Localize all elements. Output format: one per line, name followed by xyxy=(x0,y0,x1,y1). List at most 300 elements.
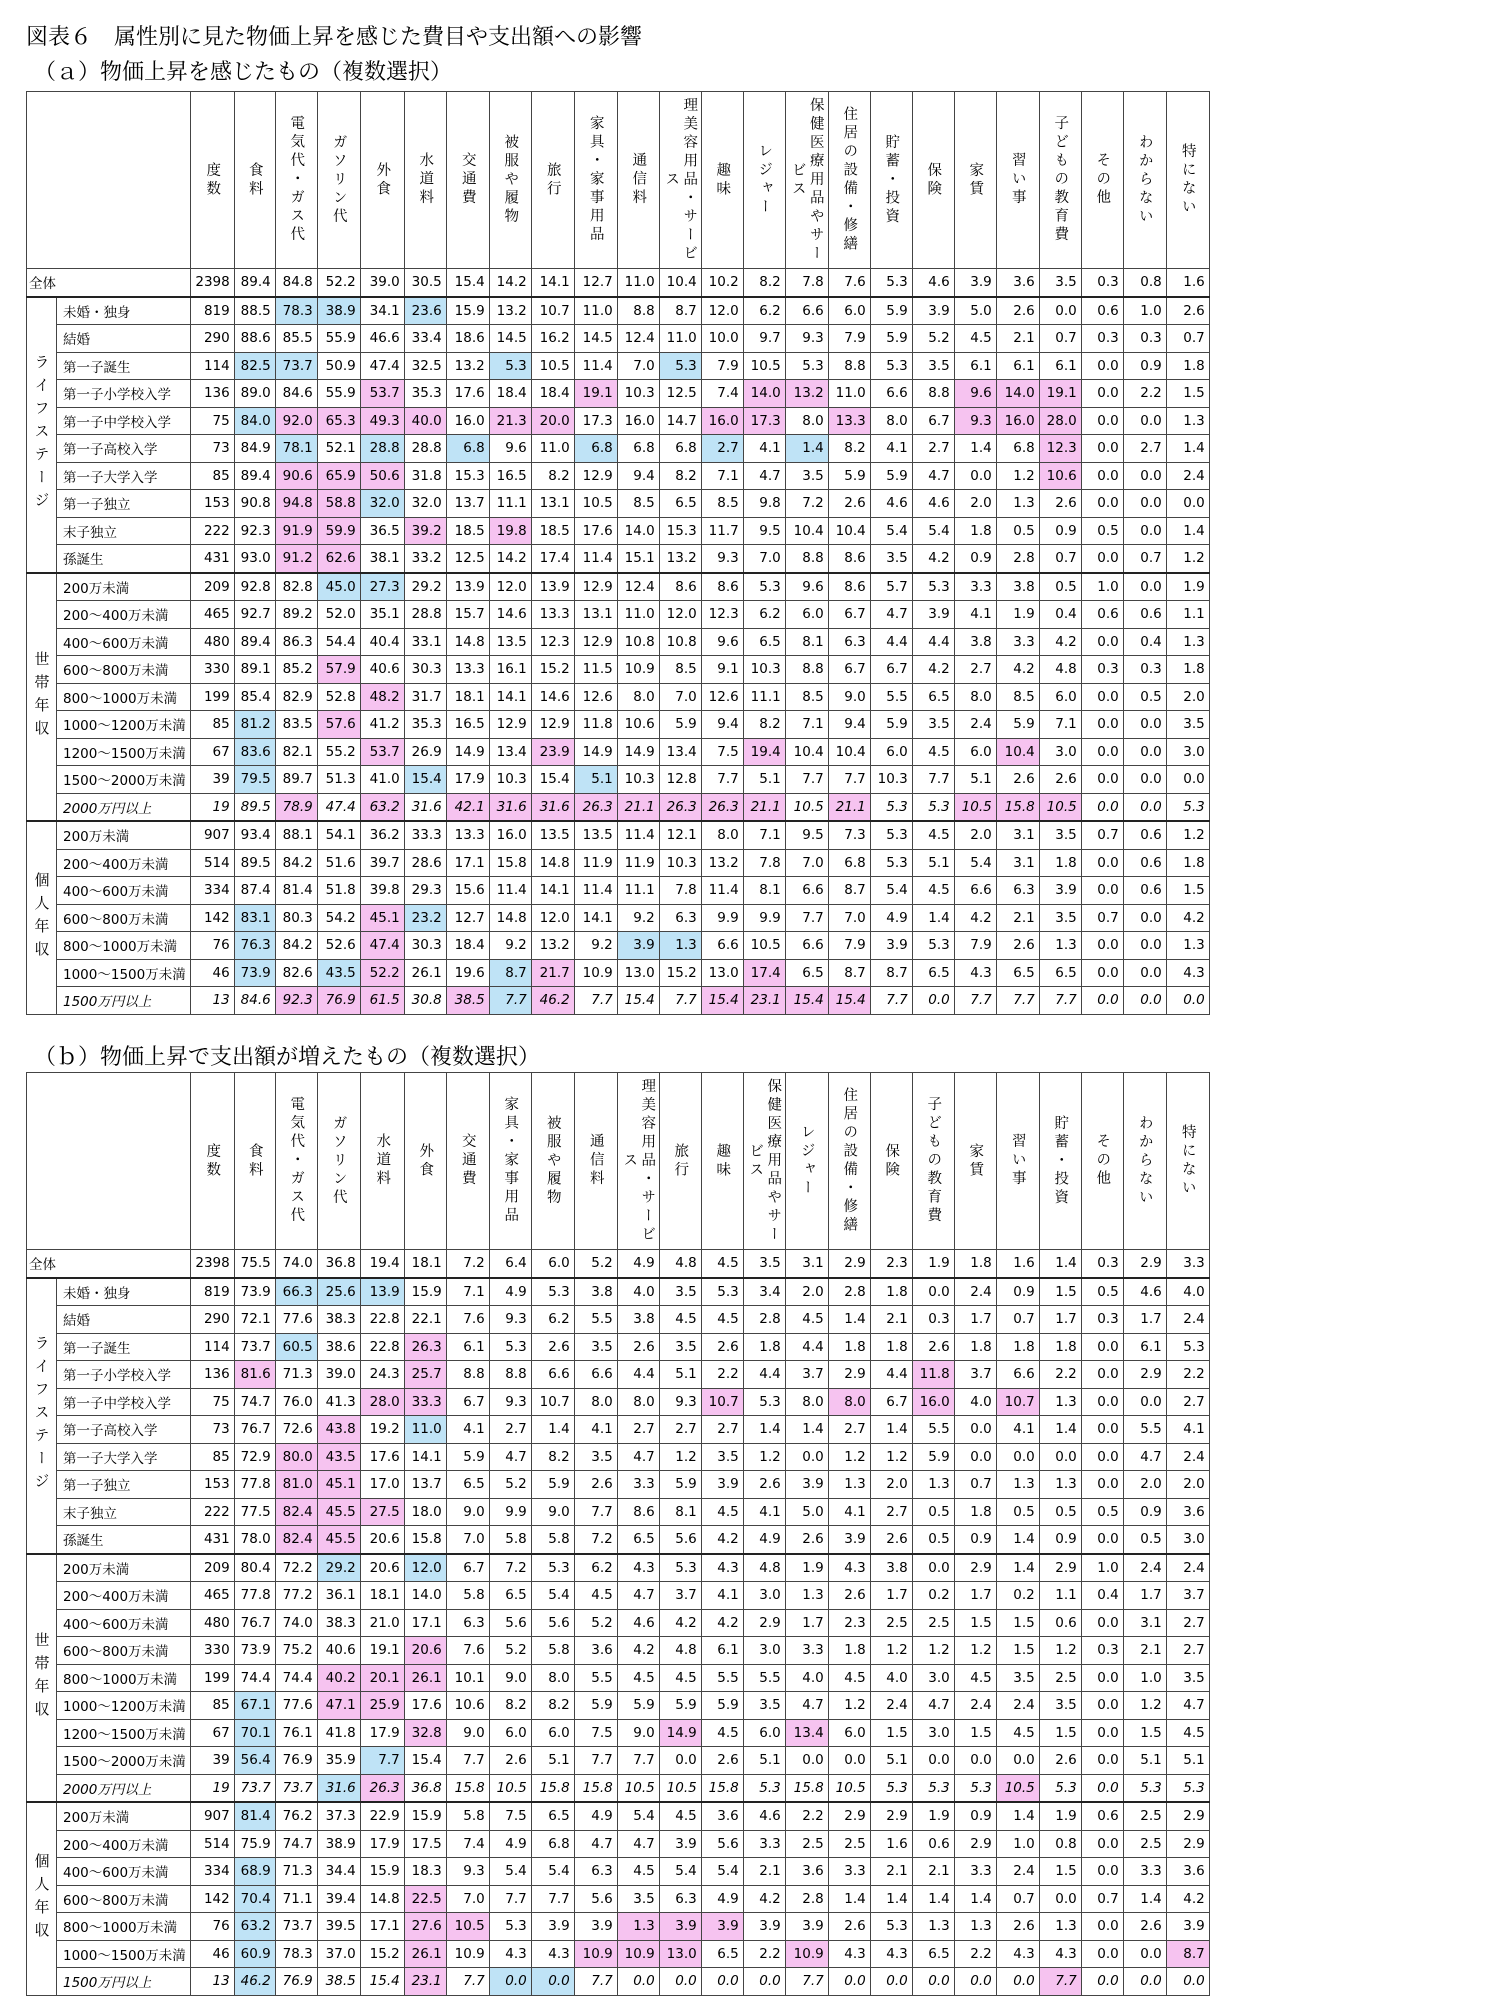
table-cell: 8.2 xyxy=(828,435,870,463)
table-cell: 25.6 xyxy=(317,1278,360,1306)
table-cell: 2.0 xyxy=(1166,1471,1209,1499)
table-cell: 28.0 xyxy=(360,1388,404,1416)
table-cell: 4.3 xyxy=(828,1554,870,1582)
table-cell: 0.5 xyxy=(912,1526,954,1554)
table-cell: 6.6 xyxy=(954,877,996,905)
table-cell: 1.7 xyxy=(954,1306,996,1334)
table-cell: 4.1 xyxy=(574,1416,617,1444)
table-cell: 36.5 xyxy=(360,517,404,545)
column-header-label: 保健医療用品やサービス xyxy=(789,96,824,264)
table-row xyxy=(27,628,1210,656)
table-cell: 29.2 xyxy=(404,573,446,601)
table-cell: 6.2 xyxy=(531,1306,574,1334)
table-cell: 9.3 xyxy=(489,1388,531,1416)
table-cell: 6.3 xyxy=(446,1609,489,1637)
table-cell: 7.1 xyxy=(446,1278,489,1306)
table-row xyxy=(27,325,1210,353)
table-cell: 59.9 xyxy=(317,517,360,545)
table-cell: 31.7 xyxy=(404,683,446,711)
table-cell: 2.0 xyxy=(1123,1471,1166,1499)
table-cell: 3.3 xyxy=(996,628,1039,656)
table-cell: 4.5 xyxy=(659,1802,701,1830)
table-cell: 6.2 xyxy=(743,601,785,629)
table-cell: 3.5 xyxy=(1166,711,1209,739)
table-cell: 2.9 xyxy=(828,1802,870,1830)
table-cell: 10.8 xyxy=(659,628,701,656)
table-cell: 11.1 xyxy=(743,683,785,711)
table-cell: 2.6 xyxy=(531,1333,574,1361)
table-cell: 1.7 xyxy=(1123,1582,1166,1610)
table-cell: 12.0 xyxy=(489,573,531,601)
table-cell: 2.7 xyxy=(617,1416,659,1444)
table-cell: 31.6 xyxy=(489,793,531,821)
table-cell: 5.3 xyxy=(659,1554,701,1582)
table-cell: 89.7 xyxy=(275,766,317,794)
table-cell: 20.6 xyxy=(404,1637,446,1665)
row-label: 600～800万未満 xyxy=(57,1885,191,1913)
table-cell: 16.5 xyxy=(489,462,531,490)
row-label: 800～1000万未満 xyxy=(57,932,191,960)
table-cell: 84.6 xyxy=(275,380,317,408)
table-cell: 9.0 xyxy=(617,1719,659,1747)
table-cell: 0.5 xyxy=(912,1498,954,1526)
table-cell: 5.9 xyxy=(659,711,701,739)
column-header xyxy=(828,1073,870,1250)
table-cell: 0.0 xyxy=(1081,1830,1123,1858)
table-cell: 13.3 xyxy=(446,656,489,684)
table-cell: 30.5 xyxy=(404,269,446,297)
table-cell: 3.9 xyxy=(1039,877,1081,905)
column-header xyxy=(828,92,870,269)
table-cell: 4.7 xyxy=(1123,1443,1166,1471)
table-cell: 2.5 xyxy=(1123,1830,1166,1858)
table-cell: 2.4 xyxy=(954,711,996,739)
table-cell: 4.1 xyxy=(743,435,785,463)
table-cell: 5.9 xyxy=(870,462,912,490)
table-cell: 8.6 xyxy=(659,573,701,601)
table-cell: 14.8 xyxy=(531,849,574,877)
table-cell: 0.5 xyxy=(1123,1526,1166,1554)
table-cell: 3.9 xyxy=(828,1526,870,1554)
column-header-label: 外食 xyxy=(417,1142,434,1180)
table-cell: 8.0 xyxy=(617,1388,659,1416)
column-header xyxy=(574,92,617,269)
table-cell: 3.0 xyxy=(912,1719,954,1747)
table-cell: 13.5 xyxy=(531,821,574,849)
table-cell: 0.6 xyxy=(1039,1609,1081,1637)
table-cell: 2.5 xyxy=(785,1830,828,1858)
column-header-label: 被服や履物 xyxy=(502,133,519,227)
table-cell: 3.3 xyxy=(954,1858,996,1886)
table-cell: 1.3 xyxy=(1166,628,1209,656)
table-cell: 12.4 xyxy=(617,325,659,353)
table-cell: 16.5 xyxy=(446,711,489,739)
table-cell: 3.8 xyxy=(574,1278,617,1306)
table-cell: 0.0 xyxy=(1081,1361,1123,1389)
table-cell: 0.6 xyxy=(912,1830,954,1858)
table-cell: 3.8 xyxy=(870,1554,912,1582)
table-cell: 1.4 xyxy=(785,435,828,463)
table-cell: 9.2 xyxy=(617,904,659,932)
table-row xyxy=(27,959,1210,987)
table-cell: 2.6 xyxy=(617,1333,659,1361)
row-label: 1000～1200万未満 xyxy=(57,1692,191,1720)
table-cell: 1.0 xyxy=(1081,1554,1123,1582)
group-label-text: 世帯年収 xyxy=(32,1631,51,1724)
table-cell: 5.3 xyxy=(870,1913,912,1941)
table-cell: 38.6 xyxy=(317,1333,360,1361)
table-cell: 5.5 xyxy=(574,1306,617,1334)
table-cell: 5.9 xyxy=(828,462,870,490)
table-cell: 39.0 xyxy=(360,269,404,297)
table-cell: 15.2 xyxy=(360,1940,404,1968)
table-cell: 4.1 xyxy=(1166,1416,1209,1444)
table-cell: 16.2 xyxy=(531,325,574,353)
table-cell: 8.0 xyxy=(828,1388,870,1416)
table-cell: 2.8 xyxy=(743,1306,785,1334)
table-cell: 7.6 xyxy=(446,1306,489,1334)
table-cell: 2.6 xyxy=(743,1471,785,1499)
column-header xyxy=(574,1073,617,1250)
table-cell: 9.0 xyxy=(828,683,870,711)
table-cell: 55.2 xyxy=(317,738,360,766)
table-cell: 12.5 xyxy=(446,545,489,573)
table-cell: 5.1 xyxy=(531,1747,574,1775)
table-cell: 18.1 xyxy=(360,1582,404,1610)
row-label: 第一子大学入学 xyxy=(57,1443,191,1471)
table-cell: 45.0 xyxy=(317,573,360,601)
table-cell: 0.7 xyxy=(1123,545,1166,573)
table-cell: 38.9 xyxy=(317,1830,360,1858)
table-cell: 12.0 xyxy=(404,1554,446,1582)
column-header-label: 趣味 xyxy=(714,161,731,199)
table-cell: 92.0 xyxy=(275,407,317,435)
table-cell: 8.8 xyxy=(785,545,828,573)
table-cell: 34.1 xyxy=(360,297,404,325)
table-cell: 19 xyxy=(190,793,234,821)
table-cell: 6.8 xyxy=(828,849,870,877)
table-cell: 5.4 xyxy=(954,849,996,877)
table-cell: 290 xyxy=(190,325,234,353)
column-header xyxy=(1166,1073,1209,1250)
table-cell: 8.7 xyxy=(659,297,701,325)
table-cell: 6.5 xyxy=(912,1940,954,1968)
table-cell: 40.6 xyxy=(317,1637,360,1665)
row-label: 孫誕生 xyxy=(57,545,191,573)
table-cell: 39.5 xyxy=(317,1913,360,1941)
table-cell: 4.7 xyxy=(574,1830,617,1858)
table-cell: 47.4 xyxy=(360,932,404,960)
row-label: 第一子高校入学 xyxy=(57,435,191,463)
row-label: 800～1000万未満 xyxy=(57,1664,191,1692)
table-cell: 5.9 xyxy=(659,1471,701,1499)
table-cell: 15.9 xyxy=(404,1802,446,1830)
row-label: 結婚 xyxy=(57,1306,191,1334)
table-cell: 92.3 xyxy=(275,987,317,1015)
table-cell: 47.4 xyxy=(317,793,360,821)
table-cell: 0.0 xyxy=(659,1747,701,1775)
table-cell: 3.6 xyxy=(785,1858,828,1886)
row-label: 400～600万未満 xyxy=(57,628,191,656)
table-cell: 4.2 xyxy=(659,1609,701,1637)
column-header-label: ガソリン代 xyxy=(330,133,347,227)
table-cell: 222 xyxy=(190,1498,234,1526)
table-row xyxy=(27,1802,1210,1830)
table-cell: 90.6 xyxy=(275,462,317,490)
table-cell: 28.0 xyxy=(1039,407,1081,435)
table-cell: 21.1 xyxy=(828,793,870,821)
table-cell: 5.5 xyxy=(574,1664,617,1692)
table-cell: 11.1 xyxy=(489,490,531,518)
table-cell: 11.0 xyxy=(617,269,659,297)
row-label: 1000～1500万未満 xyxy=(57,959,191,987)
table-row xyxy=(27,1278,1210,1306)
table-cell: 9.3 xyxy=(701,545,743,573)
table-cell: 11.9 xyxy=(617,849,659,877)
table-cell: 1.7 xyxy=(1123,1306,1166,1334)
table-cell: 0.9 xyxy=(1123,352,1166,380)
table-cell: 1.3 xyxy=(912,1913,954,1941)
table-cell: 28.8 xyxy=(360,435,404,463)
table-cell: 0.6 xyxy=(1081,601,1123,629)
table-cell: 5.3 xyxy=(659,352,701,380)
table-cell: 7.7 xyxy=(617,1747,659,1775)
table-cell: 1.4 xyxy=(828,1885,870,1913)
table-cell: 0.7 xyxy=(1166,325,1209,353)
table-cell: 13.0 xyxy=(659,1940,701,1968)
table-cell: 5.1 xyxy=(1123,1747,1166,1775)
row-label: 600～800万未満 xyxy=(57,656,191,684)
table-cell: 11.4 xyxy=(574,352,617,380)
column-header xyxy=(1081,92,1123,269)
table-cell: 3.9 xyxy=(743,1913,785,1941)
column-header-label: 趣味 xyxy=(714,1142,731,1180)
table-cell: 2.7 xyxy=(1166,1609,1209,1637)
table-cell: 0.7 xyxy=(1039,325,1081,353)
column-header xyxy=(743,92,785,269)
table-cell: 6.8 xyxy=(996,435,1039,463)
table-cell: 0.5 xyxy=(1081,1278,1123,1306)
table-cell: 6.5 xyxy=(659,490,701,518)
row-label: 第一子誕生 xyxy=(57,352,191,380)
table-cell: 4.0 xyxy=(870,1664,912,1692)
table-cell: 8.7 xyxy=(828,877,870,905)
table-cell: 89.5 xyxy=(234,849,275,877)
table-cell: 1.4 xyxy=(743,1416,785,1444)
table-cell: 1.3 xyxy=(1166,932,1209,960)
column-header-label: 交通費 xyxy=(459,152,476,208)
table-cell: 6.6 xyxy=(996,1361,1039,1389)
table-cell: 1.1 xyxy=(1166,601,1209,629)
column-header xyxy=(954,92,996,269)
table-row xyxy=(27,545,1210,573)
table-cell: 90.8 xyxy=(234,490,275,518)
table-cell: 9.2 xyxy=(489,932,531,960)
table-cell: 8.2 xyxy=(531,1443,574,1471)
table-cell: 0.6 xyxy=(1123,601,1166,629)
row-label: 400～600万未満 xyxy=(57,1858,191,1886)
table-cell: 17.9 xyxy=(360,1830,404,1858)
table-cell: 4.1 xyxy=(743,1498,785,1526)
table-cell: 8.5 xyxy=(659,656,701,684)
table-cell: 8.2 xyxy=(743,269,785,297)
table-cell: 8.2 xyxy=(743,711,785,739)
table-cell: 4.9 xyxy=(870,904,912,932)
table-cell: 38.3 xyxy=(317,1306,360,1334)
table-cell: 2.1 xyxy=(996,904,1039,932)
table-cell: 5.3 xyxy=(1039,1774,1081,1802)
table-cell: 5.3 xyxy=(870,821,912,849)
table-cell: 7.5 xyxy=(489,1802,531,1830)
row-label: 1000～1500万未満 xyxy=(57,1940,191,1968)
group-label xyxy=(27,1278,57,1554)
table-cell: 2.3 xyxy=(828,1609,870,1637)
table-cell: 2.2 xyxy=(954,1940,996,1968)
table-cell: 26.3 xyxy=(404,1333,446,1361)
table-cell: 9.4 xyxy=(617,462,659,490)
table-cell: 6.5 xyxy=(785,959,828,987)
column-header xyxy=(489,1073,531,1250)
table-cell: 3.3 xyxy=(1123,1858,1166,1886)
table-cell: 56.4 xyxy=(234,1747,275,1775)
table-cell: 2.7 xyxy=(1123,435,1166,463)
table-cell: 6.8 xyxy=(617,435,659,463)
table-cell: 40.6 xyxy=(360,656,404,684)
row-label: 第一子独立 xyxy=(57,490,191,518)
table-cell: 85 xyxy=(190,1443,234,1471)
table-cell: 1.4 xyxy=(996,1526,1039,1554)
table-cell: 1.5 xyxy=(1039,1858,1081,1886)
table-cell: 4.7 xyxy=(617,1830,659,1858)
table-cell: 2.7 xyxy=(954,656,996,684)
table-row xyxy=(27,297,1210,325)
table-cell: 4.2 xyxy=(1039,628,1081,656)
table-cell: 0.0 xyxy=(912,1747,954,1775)
table-cell: 7.7 xyxy=(954,987,996,1015)
table-cell: 19.1 xyxy=(1039,380,1081,408)
column-header xyxy=(1081,1073,1123,1250)
table-cell: 1.5 xyxy=(1166,877,1209,905)
table-cell: 12.0 xyxy=(659,601,701,629)
table-cell: 4.7 xyxy=(743,462,785,490)
table-row xyxy=(27,656,1210,684)
table-cell: 3.1 xyxy=(785,1250,828,1278)
table-cell: 13.3 xyxy=(531,601,574,629)
table-cell: 5.9 xyxy=(870,711,912,739)
row-label: 600～800万未満 xyxy=(57,1637,191,1665)
row-label: 1500～2000万未満 xyxy=(57,1747,191,1775)
table-cell: 1.3 xyxy=(1166,407,1209,435)
table-cell: 3.5 xyxy=(912,352,954,380)
row-label: 400～600万未満 xyxy=(57,1609,191,1637)
table-cell: 54.4 xyxy=(317,628,360,656)
table-cell: 15.2 xyxy=(659,959,701,987)
table-row xyxy=(27,1664,1210,1692)
table-cell: 2.6 xyxy=(828,1913,870,1941)
column-header-label: 特にない xyxy=(1179,1124,1196,1198)
table-cell: 10.9 xyxy=(785,1940,828,1968)
table-cell: 21.1 xyxy=(617,793,659,821)
table-cell: 5.9 xyxy=(996,711,1039,739)
table-cell: 12.1 xyxy=(659,821,701,849)
table-cell: 1.2 xyxy=(870,1443,912,1471)
table-cell: 8.1 xyxy=(743,877,785,905)
table-cell: 5.6 xyxy=(701,1830,743,1858)
table-cell: 9.0 xyxy=(446,1719,489,1747)
table-cell: 0.0 xyxy=(1081,1747,1123,1775)
column-header xyxy=(489,92,531,269)
table-cell: 1.2 xyxy=(1166,545,1209,573)
group-label xyxy=(27,1802,57,1995)
table-cell: 0.7 xyxy=(996,1885,1039,1913)
table-cell: 1.4 xyxy=(996,1554,1039,1582)
table-cell: 2.7 xyxy=(701,435,743,463)
table-cell: 1.7 xyxy=(870,1582,912,1610)
table-cell: 6.5 xyxy=(489,1582,531,1610)
table-cell: 78.9 xyxy=(275,793,317,821)
table-cell: 2.9 xyxy=(828,1250,870,1278)
table-cell: 6.3 xyxy=(574,1858,617,1886)
table-cell: 907 xyxy=(190,821,234,849)
table-cell: 3.5 xyxy=(574,1443,617,1471)
table-cell: 3.9 xyxy=(912,601,954,629)
table-cell: 1.3 xyxy=(1039,1471,1081,1499)
table-cell: 31.8 xyxy=(404,462,446,490)
table-cell: 10.4 xyxy=(785,517,828,545)
table-cell: 5.4 xyxy=(912,517,954,545)
table-cell: 0.0 xyxy=(996,1968,1039,1996)
table-cell: 89.0 xyxy=(234,380,275,408)
table-cell: 73.7 xyxy=(234,1333,275,1361)
table-cell: 0.5 xyxy=(1039,1498,1081,1526)
column-header xyxy=(701,1073,743,1250)
table-cell: 3.9 xyxy=(912,297,954,325)
table-cell: 136 xyxy=(190,380,234,408)
table-cell: 0.7 xyxy=(1081,904,1123,932)
table-cell: 2.0 xyxy=(870,1471,912,1499)
table-cell: 13.3 xyxy=(446,821,489,849)
table-cell: 5.9 xyxy=(531,1471,574,1499)
table-cell: 6.8 xyxy=(574,435,617,463)
table-cell: 1.5 xyxy=(954,1609,996,1637)
table-cell: 3.3 xyxy=(743,1830,785,1858)
table-cell: 17.1 xyxy=(404,1609,446,1637)
table-cell: 39.4 xyxy=(317,1885,360,1913)
table-cell: 1.8 xyxy=(1166,849,1209,877)
row-label: 600～800万未満 xyxy=(57,904,191,932)
table-cell: 10.5 xyxy=(446,1913,489,1941)
table-cell: 1.4 xyxy=(912,1885,954,1913)
table-cell: 0.0 xyxy=(1123,711,1166,739)
table-cell: 5.2 xyxy=(489,1637,531,1665)
table-cell: 4.5 xyxy=(701,1306,743,1334)
table-cell: 6.7 xyxy=(446,1554,489,1582)
table-cell: 6.1 xyxy=(1039,352,1081,380)
column-header-label: 習い事 xyxy=(1009,152,1026,208)
table-cell: 1.8 xyxy=(870,1278,912,1306)
table-cell: 22.5 xyxy=(404,1885,446,1913)
table-cell: 3.4 xyxy=(743,1278,785,1306)
table-cell: 1.5 xyxy=(996,1637,1039,1665)
column-header-label: その他 xyxy=(1094,1133,1111,1189)
table-cell: 11.4 xyxy=(574,545,617,573)
table-cell: 8.0 xyxy=(785,1388,828,1416)
table-cell: 1.0 xyxy=(1123,297,1166,325)
column-header xyxy=(659,92,701,269)
table-cell: 3.9 xyxy=(531,1913,574,1941)
table-cell: 15.4 xyxy=(828,987,870,1015)
table-cell: 35.3 xyxy=(404,380,446,408)
